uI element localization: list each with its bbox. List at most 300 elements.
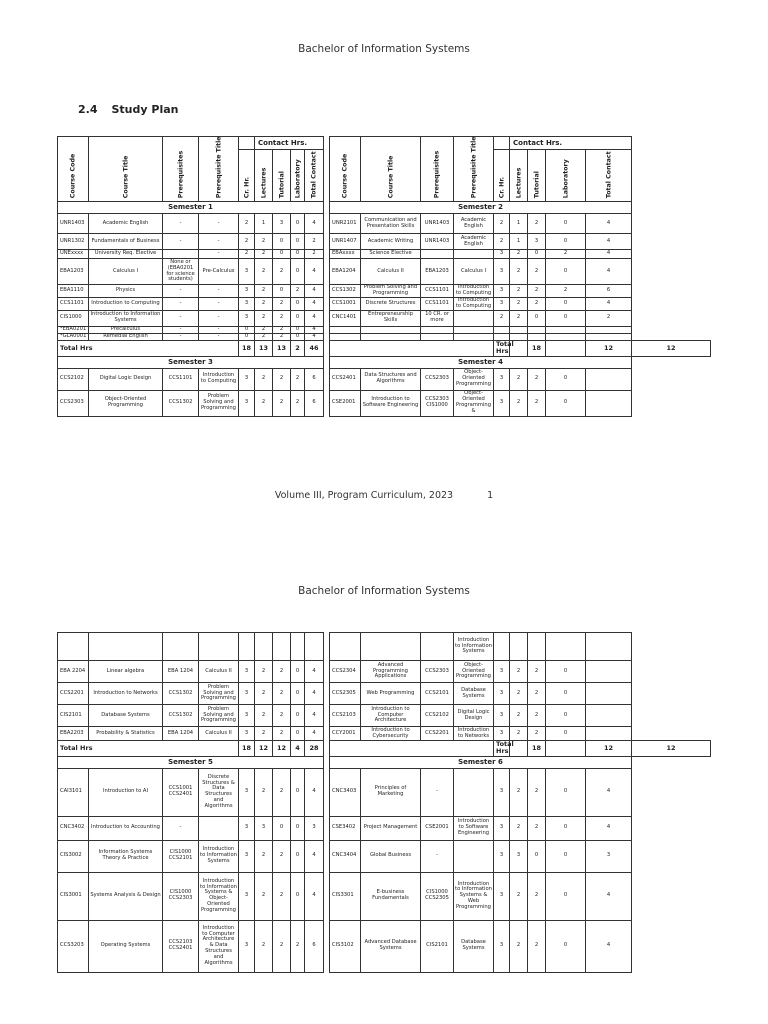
right-code-cell: CIS3102 xyxy=(330,920,361,972)
right-prereq-title-cell: Introduction to Information Systems & Web Programming xyxy=(454,872,494,920)
total-hrs-right-label: Total Hrs xyxy=(494,340,510,356)
left-prereq-cell: - xyxy=(163,285,199,298)
right-header-credit-hours-text: Cr. Hr. xyxy=(497,176,505,198)
right-credit-hours-cell: 3 xyxy=(494,816,510,840)
right-code-cell: CIS3301 xyxy=(330,872,361,920)
right-header-code-text: Course Code xyxy=(341,153,349,198)
left-tutorial-cell: 2 xyxy=(273,368,291,390)
right-prereq-cell: CIS1000 CCS2305 xyxy=(421,872,454,920)
total-right-laboratory: 12 xyxy=(586,741,632,757)
right-title-cell: Introduction to Computer Architecture xyxy=(361,705,421,727)
left-code-cell: CIS2101 xyxy=(58,705,89,727)
course-row xyxy=(58,705,711,727)
left-prereq-title-cell: Introduction to Computer Architecture & Data Structures and Algorithms xyxy=(199,920,239,972)
right-code-cell: CCS2305 xyxy=(330,683,361,705)
total-hrs-right-label: Total Hrs xyxy=(494,741,510,757)
right-total-contact-cell xyxy=(586,661,632,683)
left-total-contact-cell: 4 xyxy=(305,326,324,333)
right-title-cell xyxy=(361,326,421,333)
left-code-cell: EBA1110 xyxy=(58,285,89,298)
left-title-cell: Digital Logic Design xyxy=(89,368,163,390)
right-total-contact-cell: 4 xyxy=(586,259,632,285)
semester-left-heading: Semester 5 xyxy=(58,756,324,768)
course-row xyxy=(58,333,711,340)
right-title-cell: Advanced Database Systems xyxy=(361,920,421,972)
right-lectures-cell: 2 xyxy=(510,872,528,920)
right-total-contact-cell xyxy=(586,368,632,390)
left-code-cell: CAI3101 xyxy=(58,768,89,816)
left-code-cell: CNC3402 xyxy=(58,816,89,840)
right-tutorial-cell: 2 xyxy=(528,259,546,285)
left-laboratory-cell: 0 xyxy=(291,705,305,727)
left-title-cell: University Req. Elective xyxy=(89,250,163,259)
left-lectures-cell: 3 xyxy=(255,816,273,840)
total-right-laboratory: 12 xyxy=(586,340,632,356)
left-title-cell: Academic English xyxy=(89,214,163,234)
left-credit-hours-cell: 3 xyxy=(239,727,255,741)
right-title-cell: Project Management xyxy=(361,816,421,840)
left-credit-hours-cell: 3 xyxy=(239,816,255,840)
right-prereq-cell: CCS1101 xyxy=(421,297,454,310)
left-lectures-cell: 2 xyxy=(255,920,273,972)
right-prereq-cell xyxy=(421,326,454,333)
left-total-contact-cell: 4 xyxy=(305,705,324,727)
right-code-cell: UNR2101 xyxy=(330,214,361,234)
right-title-cell: Entrepreneurship Skills xyxy=(361,310,421,326)
right-header-title-text: Course Title xyxy=(386,155,394,198)
right-lectures-cell: 2 xyxy=(510,310,528,326)
right-prereq-title-cell: Introduction to Computing xyxy=(454,297,494,310)
total-right-total-contact: 12 xyxy=(632,340,711,356)
right-code-cell: UNR1407 xyxy=(330,234,361,250)
left-total-contact-cell: 4 xyxy=(305,840,324,872)
right-title-cell xyxy=(361,633,421,661)
right-prereq-cell: CCS2303 xyxy=(421,661,454,683)
left-credit-hours-cell: 3 xyxy=(239,310,255,326)
course-row xyxy=(58,920,711,972)
course-row xyxy=(58,633,711,661)
right-prereq-title-cell: Database Systems xyxy=(454,920,494,972)
page-number: 1 xyxy=(487,490,494,501)
right-prereq-cell: CCS2101 xyxy=(421,683,454,705)
left-laboratory-cell: 0 xyxy=(291,840,305,872)
left-lectures-cell: 2 xyxy=(255,250,273,259)
right-laboratory-cell: 0 xyxy=(546,214,586,234)
left-header-total-contact-text: Total Contact xyxy=(310,151,318,198)
left-lectures-cell: 2 xyxy=(255,234,273,250)
right-tutorial-cell: 2 xyxy=(528,285,546,298)
left-credit-hours-cell: 0 xyxy=(239,326,255,333)
semester-left-heading: Semester 1 xyxy=(58,202,324,214)
right-total-contact-cell: 4 xyxy=(586,920,632,972)
left-header-total-contact xyxy=(305,150,324,202)
left-tutorial-cell: 2 xyxy=(273,683,291,705)
right-header-code xyxy=(330,137,361,202)
right-title-cell: Calculus II xyxy=(361,259,421,285)
right-credit-hours-cell: 3 xyxy=(494,727,510,741)
right-code-cell: CCS1302 xyxy=(330,285,361,298)
left-total-contact-cell: 2 xyxy=(305,250,324,259)
course-row xyxy=(58,234,711,250)
left-code-cell: CIS3001 xyxy=(58,872,89,920)
right-laboratory-cell: 0 xyxy=(546,259,586,285)
left-prereq-cell: - xyxy=(163,326,199,333)
left-lectures-cell: 2 xyxy=(255,285,273,298)
total-right-credit-hours: 18 xyxy=(528,340,546,356)
left-total-contact-cell: 4 xyxy=(305,297,324,310)
course-row xyxy=(58,285,711,298)
right-lectures-cell: 2 xyxy=(510,259,528,285)
left-laboratory-cell: 0 xyxy=(291,333,305,340)
left-prereq-title-cell xyxy=(199,633,239,661)
left-header-lectures-text: Lectures xyxy=(259,167,267,198)
left-lectures-cell: 2 xyxy=(255,326,273,333)
right-total-contact-cell: 4 xyxy=(586,214,632,234)
right-prereq-title-cell: Calculus I xyxy=(454,259,494,285)
right-prereq-cell xyxy=(421,250,454,259)
left-credit-hours-cell: 3 xyxy=(239,259,255,285)
right-laboratory-cell: 0 xyxy=(546,297,586,310)
right-prereq-cell: CIS2101 xyxy=(421,920,454,972)
left-lectures-cell: 2 xyxy=(255,727,273,741)
course-row xyxy=(58,683,711,705)
left-tutorial-cell: 0 xyxy=(273,816,291,840)
right-lectures-cell: 2 xyxy=(510,683,528,705)
right-tutorial-cell: 2 xyxy=(528,297,546,310)
left-tutorial-cell: 3 xyxy=(273,214,291,234)
left-code-cell: UNR1302 xyxy=(58,234,89,250)
left-title-cell: Probability & Statistics xyxy=(89,727,163,741)
right-credit-hours-cell: 3 xyxy=(494,250,510,259)
left-header-spacer xyxy=(239,137,255,150)
semester-right-heading: Semester 6 xyxy=(330,756,632,768)
left-tutorial-cell: 2 xyxy=(273,840,291,872)
right-prereq-title-cell: Academic English xyxy=(454,214,494,234)
right-header-tutorial xyxy=(528,150,546,202)
course-row xyxy=(58,297,711,310)
left-laboratory-cell: 0 xyxy=(291,768,305,816)
right-code-cell: CNC1401 xyxy=(330,310,361,326)
total-hours-row xyxy=(58,741,711,757)
left-code-cell: EBA1203 xyxy=(58,259,89,285)
left-total-contact-cell: 4 xyxy=(305,727,324,741)
right-credit-hours-cell xyxy=(494,326,510,333)
left-lectures-cell: 1 xyxy=(255,214,273,234)
left-prereq-title-cell: Calculus II xyxy=(199,727,239,741)
left-title-cell: Introduction to Accounting xyxy=(89,816,163,840)
left-code-cell: CCS1101 xyxy=(58,297,89,310)
right-header-total-contact-text: Total Contact xyxy=(604,151,612,198)
right-prereq-title-cell xyxy=(454,326,494,333)
right-total-contact-cell: 4 xyxy=(586,872,632,920)
right-prereq-title-cell: Object-Oriented Programming xyxy=(454,661,494,683)
left-credit-hours-cell: 2 xyxy=(239,214,255,234)
left-laboratory-cell: 0 xyxy=(291,661,305,683)
left-header-title xyxy=(89,137,163,202)
course-row xyxy=(58,840,711,872)
left-prereq-cell: - xyxy=(163,816,199,840)
right-total-contact-cell xyxy=(586,633,632,661)
right-prereq-cell: CCS2201 xyxy=(421,727,454,741)
left-total-contact-cell: 4 xyxy=(305,333,324,340)
course-row xyxy=(58,768,711,816)
right-tutorial-cell: 2 xyxy=(528,727,546,741)
left-prereq-title-cell: - xyxy=(199,285,239,298)
right-code-cell xyxy=(330,633,361,661)
left-header-prereq-title-text: Prerequisite Title xyxy=(214,136,222,198)
left-credit-hours-cell: 3 xyxy=(239,768,255,816)
left-lectures-cell xyxy=(255,633,273,661)
right-title-cell xyxy=(361,333,421,340)
left-prereq-cell xyxy=(163,250,199,259)
right-laboratory-cell: 0 xyxy=(546,661,586,683)
left-laboratory-cell: 0 xyxy=(291,297,305,310)
left-prereq-title-cell: - xyxy=(199,214,239,234)
right-title-cell: Academic Writing xyxy=(361,234,421,250)
total-left-tutorial: 12 xyxy=(273,741,291,757)
right-tutorial-cell xyxy=(528,326,546,333)
left-laboratory-cell: 2 xyxy=(291,920,305,972)
right-total-contact-cell: 4 xyxy=(586,816,632,840)
left-prereq-title-cell xyxy=(199,816,239,840)
left-prereq-cell: - xyxy=(163,333,199,340)
right-lectures-cell xyxy=(510,633,528,661)
left-total-contact-cell xyxy=(305,633,324,661)
right-prereq-cell: EBA1203 xyxy=(421,259,454,285)
study-plan-table-2 xyxy=(57,632,711,973)
right-laboratory-cell: 0 xyxy=(546,727,586,741)
right-code-cell xyxy=(330,326,361,333)
left-total-contact-cell: 6 xyxy=(305,368,324,390)
left-credit-hours-cell: 3 xyxy=(239,920,255,972)
right-code-cell: EBAxxxx xyxy=(330,250,361,259)
right-tutorial-cell: 0 xyxy=(528,310,546,326)
right-prereq-cell: 10 CR. or more xyxy=(421,310,454,326)
left-title-cell: Information Systems Theory & Practice xyxy=(89,840,163,872)
left-contact-hrs-header: Contact Hrs. xyxy=(255,137,324,150)
right-code-cell: CSE2001 xyxy=(330,390,361,416)
right-code-cell: CNC3403 xyxy=(330,768,361,816)
left-prereq-title-cell: Introduction to Information Systems & Object-Oriented Programming xyxy=(199,872,239,920)
left-credit-hours-cell: 3 xyxy=(239,705,255,727)
semester-right-heading: Semester 4 xyxy=(330,356,632,368)
right-prereq-cell: CCS1101 xyxy=(421,285,454,298)
course-row xyxy=(58,727,711,741)
left-credit-hours-cell: 3 xyxy=(239,840,255,872)
left-title-cell xyxy=(89,633,163,661)
right-credit-hours-cell: 2 xyxy=(494,310,510,326)
right-header-total-contact xyxy=(586,150,632,202)
right-laboratory-cell: 0 xyxy=(546,768,586,816)
left-prereq-title-cell: Pre-Calculus xyxy=(199,259,239,285)
total-left-lectures: 12 xyxy=(255,741,273,757)
right-prereq-title-cell xyxy=(454,768,494,816)
left-credit-hours-cell: 3 xyxy=(239,368,255,390)
column-header-row xyxy=(58,137,711,150)
right-code-cell: CCS2401 xyxy=(330,368,361,390)
left-lectures-cell: 2 xyxy=(255,840,273,872)
total-hours-row xyxy=(58,340,711,356)
left-title-cell: Introduction to AI xyxy=(89,768,163,816)
course-row xyxy=(58,816,711,840)
left-prereq-title-cell: - xyxy=(199,234,239,250)
right-header-spacer xyxy=(494,137,510,150)
left-prereq-title-cell: Problem Solving and Programming xyxy=(199,683,239,705)
left-code-cell: EBA2203 xyxy=(58,727,89,741)
right-laboratory-cell xyxy=(546,326,586,333)
right-total-contact-cell: 3 xyxy=(586,840,632,872)
left-total-contact-cell: 3 xyxy=(305,816,324,840)
left-laboratory-cell: 0 xyxy=(291,816,305,840)
page-footer xyxy=(0,490,768,501)
left-credit-hours-cell: 3 xyxy=(239,872,255,920)
left-title-cell: Remedial English xyxy=(89,333,163,340)
left-tutorial-cell: 2 xyxy=(273,297,291,310)
section-name: Study Plan xyxy=(111,103,179,116)
right-prereq-title-cell: Database Systems xyxy=(454,683,494,705)
right-header-laboratory xyxy=(546,150,586,202)
left-tutorial-cell: 2 xyxy=(273,310,291,326)
right-tutorial-cell: 2 xyxy=(528,705,546,727)
total-left-credit-hours: 18 xyxy=(239,741,255,757)
left-lectures-cell: 2 xyxy=(255,683,273,705)
total-right-total-contact: 12 xyxy=(632,741,711,757)
right-lectures-cell: 2 xyxy=(510,661,528,683)
left-header-credit-hours-text: Cr. Hr. xyxy=(242,176,250,198)
right-credit-hours-cell: 2 xyxy=(494,214,510,234)
left-code-cell: CCS3203 xyxy=(58,920,89,972)
left-laboratory-cell: 0 xyxy=(291,683,305,705)
left-header-title-text: Course Title xyxy=(121,155,129,198)
right-header-laboratory-text: Laboratory xyxy=(561,159,569,198)
left-credit-hours-cell: 3 xyxy=(239,297,255,310)
left-code-cell: EBA 2204 xyxy=(58,661,89,683)
right-lectures-cell: 2 xyxy=(510,368,528,390)
left-prereq-title-cell: Discrete Structures & Data Structures and Algorithms xyxy=(199,768,239,816)
left-tutorial-cell: 2 xyxy=(273,727,291,741)
semester-left-heading: Semester 3 xyxy=(58,356,324,368)
left-code-cell: CCS2102 xyxy=(58,368,89,390)
left-prereq-cell xyxy=(163,633,199,661)
right-prereq-cell: CCS2102 xyxy=(421,705,454,727)
right-tutorial-cell: 0 xyxy=(528,250,546,259)
right-title-cell: Principles of Marketing xyxy=(361,768,421,816)
left-total-contact-cell: 4 xyxy=(305,310,324,326)
left-header-prereq-title xyxy=(199,137,239,202)
semester-right-heading: Semester 2 xyxy=(330,202,632,214)
left-lectures-cell: 2 xyxy=(255,661,273,683)
right-laboratory-cell: 0 xyxy=(546,368,586,390)
right-total-contact-cell xyxy=(586,705,632,727)
left-total-contact-cell: 4 xyxy=(305,872,324,920)
left-prereq-cell: - xyxy=(163,297,199,310)
right-total-contact-cell xyxy=(586,683,632,705)
left-title-cell: Precalculus xyxy=(89,326,163,333)
left-total-contact-cell: 6 xyxy=(305,920,324,972)
right-code-cell: CCS1001 xyxy=(330,297,361,310)
left-prereq-cell: CCS1001 CCS2401 xyxy=(163,768,199,816)
left-prereq-cell: None or (EBA0201 for science students) xyxy=(163,259,199,285)
right-laboratory-cell: 0 xyxy=(546,390,586,416)
left-prereq-title-cell: Introduction to Information Systems xyxy=(199,840,239,872)
left-laboratory-cell: 0 xyxy=(291,259,305,285)
left-total-contact-cell: 4 xyxy=(305,285,324,298)
course-row xyxy=(58,326,711,333)
right-total-contact-cell: 4 xyxy=(586,297,632,310)
left-tutorial-cell: 2 xyxy=(273,661,291,683)
right-tutorial-cell: 2 xyxy=(528,920,546,972)
right-credit-hours-cell: 3 xyxy=(494,705,510,727)
right-lectures-cell: 1 xyxy=(510,234,528,250)
right-header-prereq xyxy=(421,137,454,202)
page-header: Bachelor of Information Systems xyxy=(298,43,470,55)
left-prereq-cell: EBA 1204 xyxy=(163,661,199,683)
left-header-tutorial-text: Tutorial xyxy=(277,170,285,198)
left-lectures-cell: 2 xyxy=(255,259,273,285)
right-title-cell: Introduction to Cybersecurity xyxy=(361,727,421,741)
right-lectures-cell: 2 xyxy=(510,920,528,972)
section-title xyxy=(78,103,192,116)
left-laboratory-cell: 0 xyxy=(291,234,305,250)
right-header-prereq-title xyxy=(454,137,494,202)
left-total-contact-cell: 6 xyxy=(305,390,324,416)
total-right-credit-hours: 18 xyxy=(528,741,546,757)
right-tutorial-cell: 2 xyxy=(528,661,546,683)
total-left-laboratory: 4 xyxy=(291,741,305,757)
left-header-credit-hours xyxy=(239,150,255,202)
left-lectures-cell: 2 xyxy=(255,333,273,340)
left-lectures-cell: 2 xyxy=(255,310,273,326)
right-header-lectures-text: Lectures xyxy=(514,167,522,198)
right-prereq-title-cell: Academic English xyxy=(454,234,494,250)
left-prereq-cell: EBA 1204 xyxy=(163,727,199,741)
right-lectures-cell xyxy=(510,326,528,333)
right-title-cell: Problem Solving and Programming xyxy=(361,285,421,298)
right-laboratory-cell: 0 xyxy=(546,310,586,326)
left-tutorial-cell: 2 xyxy=(273,768,291,816)
left-tutorial-cell: 2 xyxy=(273,333,291,340)
left-laboratory-cell: 0 xyxy=(291,727,305,741)
left-total-contact-cell: 4 xyxy=(305,683,324,705)
left-title-cell: Calculus I xyxy=(89,259,163,285)
right-lectures-cell: 2 xyxy=(510,768,528,816)
right-tutorial-cell: 2 xyxy=(528,368,546,390)
right-title-cell: Advanced Programming Applications xyxy=(361,661,421,683)
right-prereq-cell xyxy=(421,333,454,340)
right-laboratory-cell: 2 xyxy=(546,250,586,259)
right-prereq-title-cell xyxy=(454,310,494,326)
left-total-contact-cell: 2 xyxy=(305,234,324,250)
right-prereq-title-cell: Object-Oriented Programming & xyxy=(454,390,494,416)
right-credit-hours-cell: 3 xyxy=(494,259,510,285)
left-prereq-cell: CCS1302 xyxy=(163,390,199,416)
right-laboratory-cell: 0 xyxy=(546,920,586,972)
right-title-cell: Data Structures and Algorithms xyxy=(361,368,421,390)
right-laboratory-cell: 0 xyxy=(546,234,586,250)
right-credit-hours-cell: 3 xyxy=(494,661,510,683)
right-tutorial-cell: 2 xyxy=(528,816,546,840)
right-credit-hours-cell: 3 xyxy=(494,920,510,972)
right-prereq-cell: CCS2303 CIS1000 xyxy=(421,390,454,416)
left-laboratory-cell: 0 xyxy=(291,872,305,920)
study-plan-table-1 xyxy=(57,136,711,417)
right-tutorial-cell: 2 xyxy=(528,872,546,920)
left-code-cell: *EBA0201 xyxy=(58,326,89,333)
left-code-cell: UNR1403 xyxy=(58,214,89,234)
total-spacer xyxy=(546,741,586,757)
left-laboratory-cell: 2 xyxy=(291,368,305,390)
left-title-cell: Database Systems xyxy=(89,705,163,727)
